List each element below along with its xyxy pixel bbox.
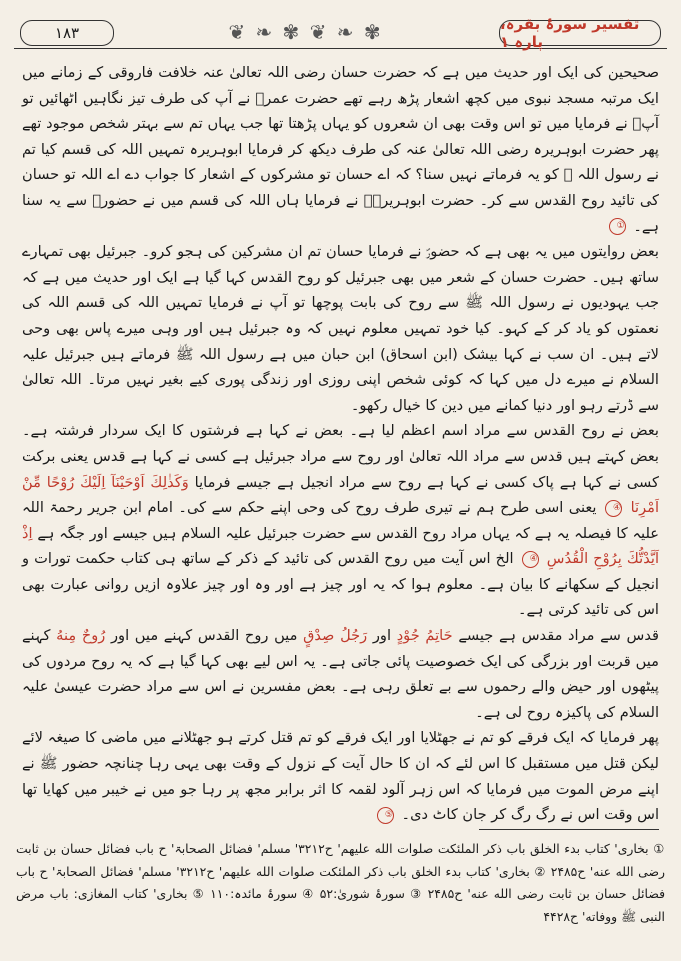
paragraph-text: الخ اس آیت میں روح القدس کی تائید کے ذکر کے ساتھ ہی کتاب حکمت تورات و انجیل کے سکھانے کا بیان ہے۔ معلوم ہوا کہ یہ اور چیز ہے اور وہ اور چیز علاوہ ازیں روانی عبارت بھی اس کی تائید کرتی ہے۔ — [22, 550, 659, 619]
footnote-ref: ① — [609, 218, 626, 235]
paragraph-text: صحیحین کی ایک اور حدیث میں ہے کہ حضرت حسان رضی اللہ تعالیٰ عنہ خلافت فاروقی کے زمانے میں ایک مرتبہ مسجد نبوی میں کچھ اشعار پڑھ رہے تھے حضرت عمرؓ نے آپ کی طرف تیز نگاہیں اٹھائیں تو آپؓ نے فرمایا میں تو اس وقت بھی ان شعروں کو یہاں پڑھتا تھا جب یہاں تم سے بہتر شخص موجود تھے پھر حضرت ابوہریرہ رضی اللہ تعالیٰ عنہ کی طرف دیکھ کر فرمایا ابوہریرہ تمہیں اللہ کی قسم کیا تم نے رسول اللہ ﷺ کو یہ فرماتے نہیں سنا؟ کہ اے حسان تو مشرکوں کے اشعار کا جواب دے اے اللہ تو حسان کی تائید روح القدس سے کر۔ حضرت ابوہریرہؓ نے فرمایا ہاں اللہ کی قسم میں نے حضورؐ سے یہ سنا ہے۔ — [22, 64, 659, 235]
surah-title: تفسیر سورۂ بقرہ، پارہ ۱ — [499, 20, 661, 46]
paragraph-text: قدس سے مراد مقدس ہے جیسے — [458, 627, 660, 645]
paragraph-3 — [22, 418, 659, 623]
page-number: ۱۸۳ — [20, 20, 114, 46]
footnote-ref: ④ — [522, 551, 539, 568]
footnote-ref: ⑤ — [377, 807, 394, 824]
paragraph-text: میں روح القدس کہنے میں اور — [111, 627, 298, 645]
page-header — [14, 15, 667, 51]
paragraph-text: یعنی اسی طرح ہم نے تیری طرف روح کی وحی اپنے حکم سے کی۔ امام ابن جریر رحمۃ اللہ علیہ کا فیصلہ یہ ہے کہ یہاں مراد روح القدس سے حضرت جبرئیل علیہ السلام ہیں جیسے اور جگہ ہے — [22, 499, 659, 542]
paragraph-text: بعض نے روح القدس سے مراد اسم اعظم لیا ہے۔ بعض نے کہا ہے فرشتوں کا ایک سردار فرشتہ ہے۔ بعض کہتے ہیں قدس سے مراد اللہ تعالیٰ اور روح سے مراد جبرئیل ہے کسی نے کہا ہے قدس یعنی برکت کسی نے کہا ہے پاک کسی نے کہا ہے روح سے مراد انجیل ہے جیسے فرمایا — [22, 422, 660, 491]
paragraph-text: بعض روایتوں میں یہ بھی ہے کہ حضورؐ نے فرمایا حسان تم ان مشرکین کی ہجو کرو۔ جبرئیل بھی تمہارے ساتھ ہیں۔ حضرت حسان کے شعر میں بھی جبرئیل کو روح القدس کہا گیا ہے ایک اور حدیث میں ہے کہ جب یہودیوں نے رسول اللہ ﷺ سے روح کی بابت پوچھا تو آپ نے فرمایا تمہیں اللہ کی قسم اللہ کی نعمتوں کو یاد کر کے کہو۔ کیا خود تمہیں معلوم نہیں کہ وہ جبرئیل ہیں اور وہی میرے پاس بھی وحی لاتے ہیں۔ ان سب نے کہا بیشک (ابن اسحاق) ابن حبان میں ہے رسول اللہ ﷺ فرماتے ہیں جبرئیل علیہ السلام نے میرے دل میں کہا کہ کوئی شخص اپنی روزی اور زندگی پوری کیے بغیر نہیں مرتا۔ اللہ تعالیٰ سے ڈرتے رہو اور دنیا کمانے میں دین کا خیال رکھو۔ — [22, 243, 659, 414]
paragraph-1 — [22, 60, 659, 239]
paragraph-4 — [22, 623, 659, 725]
paragraph-5 — [22, 725, 659, 827]
footnote-divider — [479, 829, 659, 830]
paragraph-text: پھر فرمایا کہ ایک فرقے کو تم نے جھٹلایا اور ایک فرقے کو تم قتل کرتے ہو جھٹلانے میں ماضی کا صیغہ لائے لیکن قتل میں مستقبل کا اس لئے کہ ان کا حال آیت کے نزول کے وقت بھی یہی رہا چنانچہ حضور ﷺ نے اپنے مرض الموت میں فرمایا کہ اس زہر آلود لقمہ کا اثر برابر مجھ پر رہا جو میں نے خیبر میں کھایا تھا اس وقت اس نے رگ رگ کر جان کاٹ دی۔ — [22, 729, 659, 824]
footnote-text: ① بخاری' کتاب بدء الخلق باب ذکر الملئکت صلوات الله علیهم' ح۳۲۱۲' مسلم' فضائل الصحابۃ' ح باب فضائل حسان بن ثابت رضی الله عنه' ح۲۴۸۵ ② بخاری' کتاب بدء الخلق باب ذکر الملئکت صلوات الله علیهم' ح۳۲۱۲' مسلم' فضائل الصحابۃ' ح باب فضائل حسان بن ثابت رضی الله عنه' ح۲۴۸۵ ③ سورۂ شوریٰ:۵۲ ④ سورۂ مائدہ:۱۱۰ ⑤ بخاری' کتاب المغازی: باب مرض النبی ﷺ ووفاته' ح۴۴۲۸ — [16, 841, 665, 924]
arabic-phrase: رُوحٌ مِنهُ — [56, 627, 106, 645]
paragraph-text: اور — [372, 627, 392, 645]
paragraph-2 — [22, 239, 659, 418]
footnotes — [16, 838, 665, 928]
paragraph-text: کہنے میں قربت اور بزرگی کی ایک خصوصیت پائی جاتی ہے۔ یہ اس لیے بھی کہا گیا ہے کہ یہ روح مردوں کی پیٹھوں اور حیض والے رحموں سے بے تعلق رہی ہے۔ بعض مفسرین نے اس سے مراد حضرت عیسیٰ علیہ السلام کی پاکیزہ روح لی ہے۔ — [22, 627, 659, 721]
main-text — [22, 60, 659, 828]
arabic-verse: اِذْ اَيَّدْتُّكَ بِرُوْحِ الْقُدُسِ — [22, 524, 660, 568]
arabic-phrase: رَجُلُ صِدْقٍ — [303, 627, 368, 645]
arabic-verse: وَكَذٰلِكَ اَوْحَيْنَآ اِلَيْكَ رُوْحًا مِّنْ اَمْرِنَا — [22, 473, 659, 517]
arabic-phrase: حَاتِمُ جُوْدٍ — [396, 627, 453, 645]
footnote-ref: ④ — [605, 500, 622, 517]
header-ornament: ❦ ❧ ✾ ❦ ❧ ✾ — [228, 20, 383, 44]
